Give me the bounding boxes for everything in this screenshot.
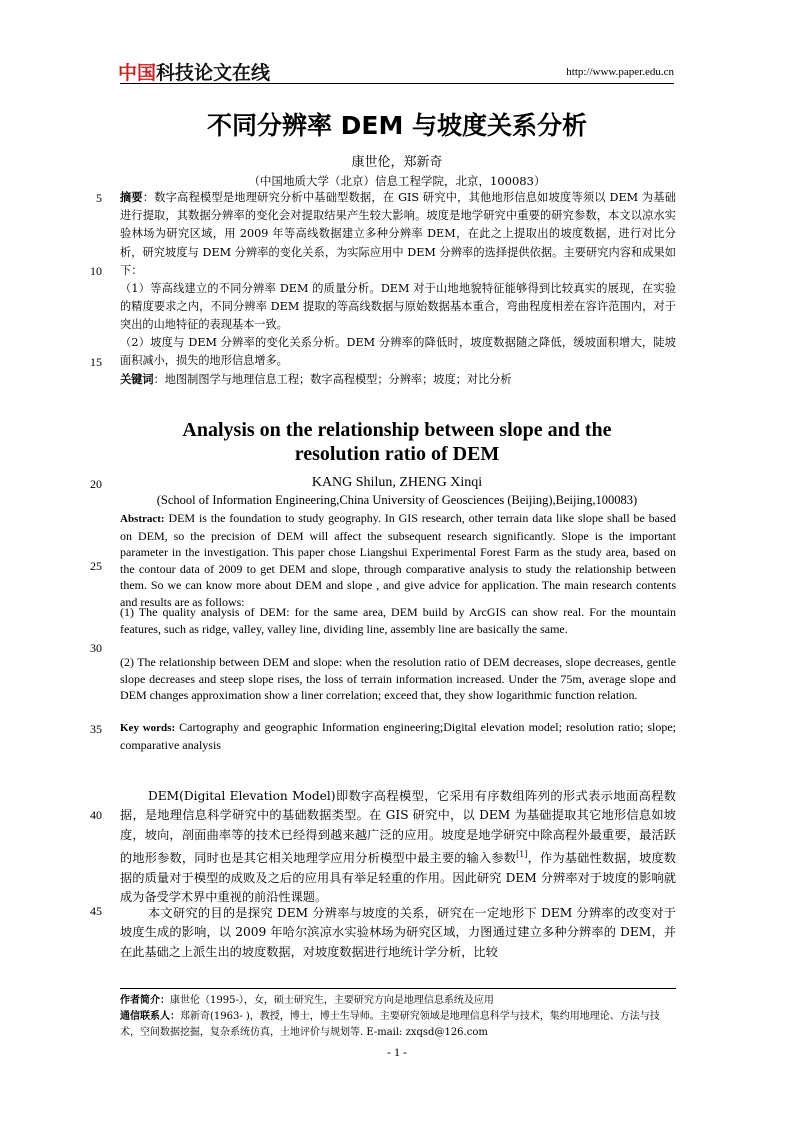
line-number: 40 xyxy=(90,808,102,822)
abstract-zh xyxy=(120,189,676,280)
abstract-en-point1: (1) The quality analysis of DEM: for the same area, DEM build by ArcGIS can show real. For the mountain features, such as ridge, valley, valley line, dividing line, assembly line are basically the same. xyxy=(120,605,676,636)
abstract-en-point2: (2) The relationship between DEM and slope: when the resolution ratio of DEM decreases, slope decreases, gentle slope decreases and steep slope rises, the loss of terrain information increased. Under the 75m, average slope and DEM changes approximation show a liner correlation; exceed that, they show logarithmic function relation. xyxy=(120,655,676,702)
line-number: 45 xyxy=(90,904,102,918)
logo-red-text: 中国 xyxy=(118,62,157,84)
line-number: 15 xyxy=(90,355,102,369)
affiliation-zh: （中国地质大学（北京）信息工程学院，北京，100083） xyxy=(248,174,546,188)
paper-title-zh: 不同分辨率 DEM 与坡度关系分析 xyxy=(206,111,588,140)
site-logo xyxy=(118,58,270,85)
footnote-author-text: 康世伦（1995-），女，硕士研究生，主要研究方向是地理信息系统及应用 xyxy=(170,995,494,1006)
footnote-divider xyxy=(120,988,676,989)
paper-title-en xyxy=(0,418,794,466)
keywords-zh-text: ：地图制图学与地理信息工程；数字高程模型；分辨率；坡度；对比分析 xyxy=(153,373,512,386)
citation-ref[interactable]: [1] xyxy=(516,850,528,860)
abstract-zh-text: ：数字高程模型是地理研究分析中基础型数据，在 GIS 研究中，其他地形信息如坡度等须以 DEM 为基础进行提取，其数据分辨率的变化会对提取结果产生较大影响。坡度是地学研究中重要的研究参数，本文以凉水实验林场为研究区域，用 2009 年等高线数据建立多种分辨率 DEM，在此之上提取出的坡度数据，进行对比分析，研究坡度与 DEM 分辨率的变化关系，为实际应用中 DEM 分辨率的选择提供依据。主要研究内容和成果如下： xyxy=(120,191,676,277)
keywords-en xyxy=(120,719,676,753)
line-number: 25 xyxy=(90,559,102,573)
footnote-contact-label: 通信联系人： xyxy=(120,1011,180,1022)
abstract-en-text: DEM is the foundation to study geography. In GIS research, other terrain data like slope shall be based on DEM, so the precision of DEM will affect the subsequent research significantly. Slope is the important parameter in the investigation. This paper chose Liangshui Experimental Forest Farm as the study area, based on the contour data of 2009 to get DEM and slope, through comparative analysis to study the relationship between them. So we can know more about DEM and slope , and give advice for application. The main research contents and results are as follows: xyxy=(120,511,676,609)
keywords-zh xyxy=(120,371,676,389)
abstract-zh-point1: （1）等高线建立的不同分辨率 DEM 的质量分析。DEM 对于山地地貌特征能够得到比较真实的展现，在实验的精度要求之内，不同分辨率 DEM 提取的等高线数据与原始数据基本重合，弯曲程度相差在容许范围内，对于突出的山地特征的表现基本一致。 xyxy=(120,282,676,332)
logo-rest-text: 科技论文在线 xyxy=(156,62,271,84)
body-paragraph-1 xyxy=(120,787,676,908)
line-number: 5 xyxy=(96,191,102,205)
line-number: 10 xyxy=(90,264,102,278)
header-url[interactable]: http://www.paper.edu.cn xyxy=(566,66,674,78)
page-number: - 1 - xyxy=(387,1045,407,1059)
authors-zh: 康世伦，郑新奇 xyxy=(351,155,443,170)
line-number: 30 xyxy=(90,641,102,655)
abstract-en-label: Abstract: xyxy=(120,513,165,525)
authors-en: KANG Shilun, ZHENG Xinqi xyxy=(311,475,483,490)
footnote-author-label: 作者简介： xyxy=(120,995,170,1006)
affiliation-en: (School of Information Engineering,China University of Geosciences (Beijing),Beijing,100083) xyxy=(156,493,638,507)
body-paragraph-2: 本文研究的目的是探究 DEM 分辨率与坡度的关系，研究在一定地形下 DEM 分辨率的改变对于坡度生成的影响，以 2009 年哈尔滨凉水实验林场为研究区域，力图通过建立多种分辨率的 DEM，并在此基础之上派生出的坡度数据，对坡度数据进行地统计学分析，比较 xyxy=(120,906,676,959)
line-number: 20 xyxy=(90,477,102,491)
paper-title-en-line2: resolution ratio of DEM xyxy=(294,443,500,465)
abstract-zh-label: 摘要 xyxy=(120,191,143,204)
body-paragraph-1-text-cont: ，作为基础性数据，坡度数据的质量对于模型的成败及之后的应用具有举足轻重的作用。因此研究 DEM 分辨率对于坡度的影响就成为备受学术界中重视的前沿性课题。 xyxy=(120,851,677,905)
abstract-zh-point2: （2）坡度与 DEM 分辨率的变化关系分析。DEM 分辨率的降低时，坡度数据随之降低，缓坡面积增大，陡坡面积减小，损失的地形信息增多。 xyxy=(120,336,676,368)
footnote-author xyxy=(120,993,676,1009)
header-divider xyxy=(120,83,674,84)
body-paragraph-1-text: DEM(Digital Elevation Model)即数字高程模型，它采用有序数组阵列的形式表示地面高程数据，是地理信息科学研究中的基础数据类型。在 GIS 研究中，以 DEM 为基础提取其它地形信息如坡度，坡向，剖面曲率等的技术已经得到越来越广泛的应用。坡度是地学研究中除高程外最重要，最活跃的地形参数，同时也是其它相关地理学应用分析模型中最主要的输入参数 xyxy=(120,789,676,866)
footnote-contact-text: 郑新奇(1963- )，教授，博士，博士生导师。主要研究领域是地理信息科学与技术，集约用地理论、方法与技术，空间数据挖掘，复杂系统仿真，土地评价与规划等. E-mail: zxqsd@126.com xyxy=(120,1011,660,1038)
line-number: 35 xyxy=(90,722,102,736)
keywords-zh-label: 关键词 xyxy=(120,373,154,386)
footnote-contact xyxy=(120,1009,676,1040)
keywords-en-label: Key words: xyxy=(120,722,176,734)
abstract-en xyxy=(120,510,676,610)
keywords-en-text: Cartography and geographic Information engineering;Digital elevation model; resolution ratio; slope; comparative analysis xyxy=(120,720,677,752)
paper-title-en-line1: Analysis on the relationship between slope and the xyxy=(182,419,612,441)
